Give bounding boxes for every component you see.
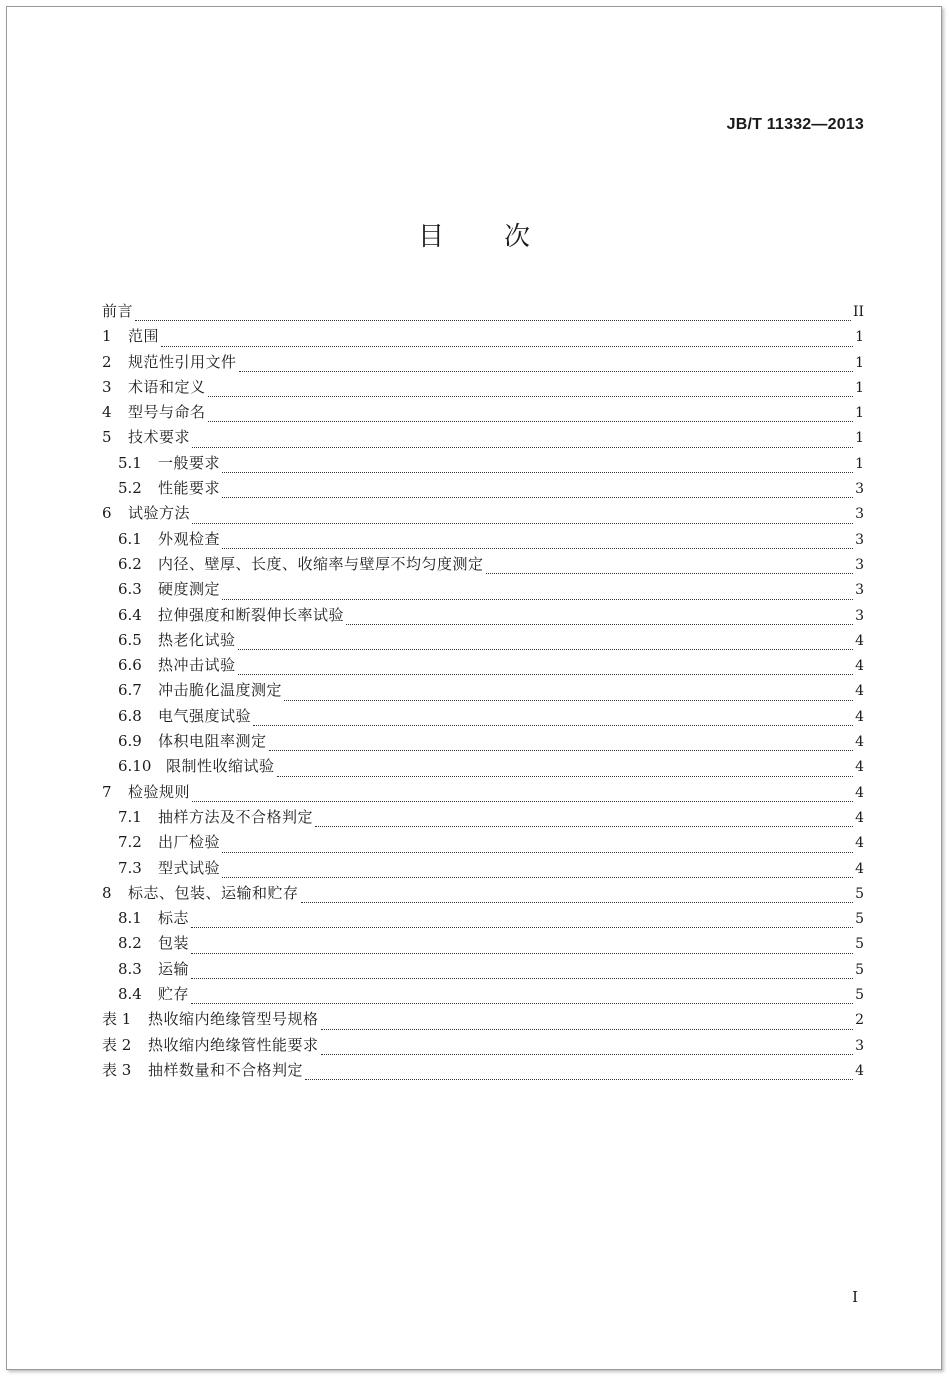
toc-entry-number: 6.2 (118, 554, 142, 573)
toc-leader-dots (305, 1079, 853, 1080)
toc-entry-page: 4 (855, 784, 864, 801)
toc-entry-number: 6.3 (118, 580, 142, 599)
toc-leader-dots (192, 523, 853, 524)
toc-entry[interactable] (102, 958, 864, 983)
toc-entry-number: 5.1 (118, 453, 142, 472)
toc-entry-label: 热收缩内绝缘管型号规格 (148, 1010, 319, 1029)
toc-entry-label: 电气强度试验 (158, 706, 252, 725)
toc-entry-number: 4 (102, 403, 112, 422)
toc-entry[interactable] (102, 755, 864, 780)
standard-code: JB/T 11332—2013 (726, 116, 864, 133)
toc-entry-label: 抽样数量和不合格判定 (148, 1060, 304, 1079)
toc-entry[interactable] (102, 629, 864, 654)
toc-entry-number: 8 (102, 883, 112, 902)
toc-entry-number: 7.3 (118, 858, 142, 877)
toc-entry-number: 8.2 (118, 934, 142, 953)
toc-entry-page: 1 (855, 430, 864, 447)
toc-leader-dots (222, 472, 853, 473)
toc-entry-number: 6.4 (118, 605, 142, 624)
toc-entry-label: 冲击脆化温度测定 (158, 681, 283, 700)
toc-leader-dots (222, 852, 853, 853)
toc-entry-page: 1 (855, 329, 864, 346)
toc-entry-label: 标志 (158, 909, 190, 928)
toc-entry-page: 4 (855, 658, 864, 675)
toc-entry-label: 抽样方法及不合格判定 (158, 807, 314, 826)
toc-entry-page: 3 (855, 481, 864, 498)
toc-leader-dots (135, 320, 851, 321)
toc-entry[interactable] (102, 376, 864, 401)
toc-entry[interactable] (102, 300, 864, 325)
toc-entry-number: 5.2 (118, 479, 142, 498)
toc-entry-number: 表 1 (102, 1010, 132, 1029)
toc-entry-page: 4 (855, 809, 864, 826)
toc-entry-label: 包装 (158, 934, 190, 953)
toc-entry-label: 拉伸强度和断裂伸长率试验 (158, 605, 345, 624)
toc-entry-page: 3 (855, 582, 864, 599)
toc-entry-number: 表 2 (102, 1035, 132, 1054)
toc-entry-page: 4 (855, 734, 864, 751)
toc-entry-number: 7 (102, 782, 112, 801)
toc-entry-label: 性能要求 (158, 479, 221, 498)
toc-entry[interactable] (102, 325, 864, 350)
toc-entry[interactable] (102, 705, 864, 730)
toc-entry[interactable] (102, 882, 864, 907)
toc-entry-label: 试验方法 (128, 504, 191, 523)
toc-entry-label: 技术要求 (128, 428, 191, 447)
toc-entry[interactable] (102, 604, 864, 629)
toc-entry-page: 3 (855, 506, 864, 523)
toc-entry[interactable] (102, 502, 864, 527)
toc-entry-label: 限制性收缩试验 (166, 757, 275, 776)
toc-entry-number: 7.2 (118, 833, 142, 852)
toc-entry-page: 1 (855, 455, 864, 472)
toc-leader-dots (191, 978, 853, 979)
toc-leader-dots (277, 776, 854, 777)
table-of-contents (102, 300, 864, 1084)
toc-entry-page: 5 (855, 987, 864, 1004)
toc-leader-dots (238, 674, 854, 675)
toc-leader-dots (222, 599, 853, 600)
toc-entry[interactable] (102, 452, 864, 477)
toc-entry-page: 3 (855, 1037, 864, 1054)
toc-leader-dots (191, 1003, 853, 1004)
toc-leader-dots (161, 346, 853, 347)
toc-entry-label: 硬度测定 (158, 580, 221, 599)
toc-entry-number: 8.3 (118, 959, 142, 978)
toc-leader-dots (253, 725, 853, 726)
toc-entry-page: 3 (855, 607, 864, 624)
toc-entry[interactable] (102, 426, 864, 451)
toc-entry[interactable] (102, 932, 864, 957)
toc-entry[interactable] (102, 553, 864, 578)
toc-entry-number: 6 (102, 504, 112, 523)
toc-entry-number: 6.9 (118, 732, 142, 751)
toc-entry-page: 4 (855, 759, 864, 776)
toc-leader-dots (222, 548, 853, 549)
toc-entry-number: 2 (102, 352, 112, 371)
toc-entry[interactable] (102, 1034, 864, 1059)
toc-entry[interactable] (102, 654, 864, 679)
toc-entry-page: 1 (855, 405, 864, 422)
toc-entry[interactable] (102, 679, 864, 704)
toc-entry-label: 前言 (102, 302, 134, 320)
title-char-1: 目 (417, 222, 446, 252)
toc-entry[interactable] (102, 730, 864, 755)
toc-entry-page: 5 (855, 961, 864, 978)
toc-entry-page: 4 (855, 632, 864, 649)
toc-entry-label: 一般要求 (158, 453, 221, 472)
toc-entry-label: 检验规则 (128, 782, 191, 801)
toc-entry-label: 出厂检验 (158, 833, 221, 852)
toc-leader-dots (346, 624, 853, 625)
toc-leader-dots (222, 877, 853, 878)
toc-entry-number: 5 (102, 428, 112, 447)
toc-entry-number: 8.1 (118, 909, 142, 928)
toc-leader-dots (208, 421, 854, 422)
toc-entry-page: 4 (855, 1062, 864, 1079)
toc-entry-label: 规范性引用文件 (128, 352, 237, 371)
toc-entry-number: 8.4 (118, 985, 142, 1004)
toc-leader-dots (191, 927, 853, 928)
toc-entry-number: 6.10 (118, 757, 152, 776)
toc-leader-dots (284, 700, 853, 701)
toc-entry-page: II (852, 304, 864, 320)
toc-entry-page: 2 (855, 1012, 864, 1029)
toc-leader-dots (301, 902, 854, 903)
toc-entry[interactable] (102, 806, 864, 831)
toc-entry-label: 型号与命名 (128, 403, 206, 422)
toc-entry-label: 标志、包装、运输和贮存 (128, 883, 299, 902)
toc-entry-page: 3 (855, 556, 864, 573)
toc-entry-number: 6.6 (118, 656, 142, 675)
toc-leader-dots (486, 573, 854, 574)
toc-entry-label: 热收缩内绝缘管性能要求 (148, 1035, 319, 1054)
toc-leader-dots (239, 371, 854, 372)
toc-entry-label: 贮存 (158, 985, 190, 1004)
toc-entry-number: 6.7 (118, 681, 142, 700)
toc-entry-label: 热冲击试验 (158, 656, 236, 675)
page-title (0, 216, 950, 253)
toc-entry[interactable] (102, 578, 864, 603)
toc-entry[interactable] (102, 831, 864, 856)
toc-leader-dots (321, 1054, 854, 1055)
toc-leader-dots (269, 750, 854, 751)
toc-entry-number: 6.8 (118, 706, 142, 725)
toc-entry[interactable] (102, 907, 864, 932)
toc-entry-page: 1 (855, 354, 864, 371)
toc-leader-dots (192, 801, 853, 802)
toc-entry[interactable] (102, 781, 864, 806)
toc-entry-label: 术语和定义 (128, 377, 206, 396)
toc-entry-number: 1 (102, 327, 112, 346)
toc-entry-page: 4 (855, 708, 864, 725)
toc-entry-label: 运输 (158, 959, 190, 978)
toc-leader-dots (238, 649, 854, 650)
toc-leader-dots (321, 1029, 854, 1030)
toc-leader-dots (192, 447, 853, 448)
toc-entry[interactable] (102, 1008, 864, 1033)
page-number: I (852, 1288, 858, 1306)
toc-leader-dots (208, 396, 854, 397)
title-char-2: 次 (504, 222, 533, 252)
toc-entry-page: 5 (855, 885, 864, 902)
toc-entry-label: 外观检查 (158, 529, 221, 548)
toc-entry[interactable] (102, 351, 864, 376)
toc-leader-dots (315, 826, 853, 827)
toc-entry[interactable] (102, 401, 864, 426)
toc-entry[interactable] (102, 477, 864, 502)
toc-entry[interactable] (102, 528, 864, 553)
toc-entry-page: 1 (855, 379, 864, 396)
toc-entry-page: 4 (855, 835, 864, 852)
toc-entry-page: 4 (855, 860, 864, 877)
toc-entry[interactable] (102, 983, 864, 1008)
toc-entry-number: 6.1 (118, 529, 142, 548)
toc-entry-number: 3 (102, 377, 112, 396)
toc-entry-number: 7.1 (118, 807, 142, 826)
toc-leader-dots (191, 953, 853, 954)
toc-entry-number: 6.5 (118, 630, 142, 649)
toc-entry-page: 5 (855, 936, 864, 953)
toc-entry-label: 内径、壁厚、长度、收缩率与壁厚不均匀度测定 (158, 554, 484, 573)
toc-entry-label: 热老化试验 (158, 630, 236, 649)
toc-entry[interactable] (102, 1059, 864, 1084)
toc-leader-dots (222, 497, 853, 498)
toc-entry-label: 范围 (128, 327, 160, 346)
toc-entry[interactable] (102, 857, 864, 882)
toc-entry-page: 3 (855, 531, 864, 548)
toc-entry-label: 体积电阻率测定 (158, 732, 267, 751)
toc-entry-page: 5 (855, 911, 864, 928)
toc-entry-page: 4 (855, 683, 864, 700)
toc-entry-label: 型式试验 (158, 858, 221, 877)
toc-entry-number: 表 3 (102, 1060, 132, 1079)
